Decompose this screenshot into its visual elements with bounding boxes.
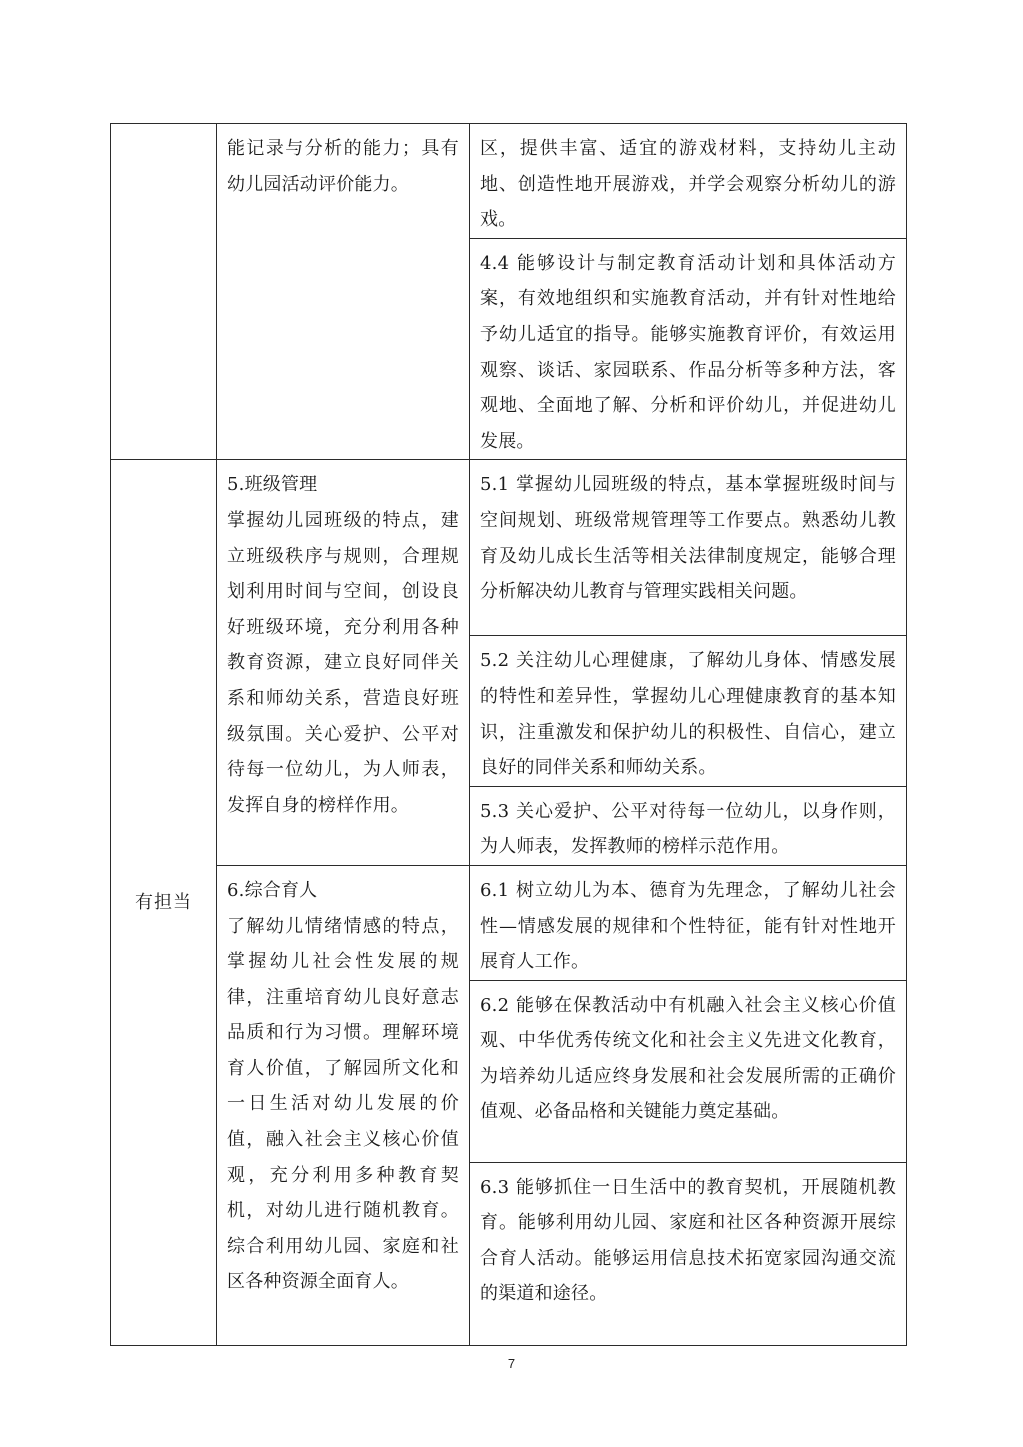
requirement-cell: 5.1 掌握幼儿园班级的特点，基本掌握班级时间与空间规划、班级常规管理等工作要点。熟悉幼儿教育及幼儿成长生活等相关法律制度规定，能够合理分析解决幼儿教育与管理实践相关问题。	[470, 460, 907, 636]
requirement-cell: 6.3 能够抓住一日生活中的教育契机，开展随机教育。能够利用幼儿园、家庭和社区各种资源开展综合育人活动。能够运用信息技术拓宽家园沟通交流的渠道和途径。	[470, 1162, 907, 1345]
requirement-cell: 6.2 能够在保教活动中有机融入社会主义核心价值观、中华优秀传统文化和社会主义先进文化教育，为培养幼儿适应终身发展和社会发展所需的正确价值观、必备品格和关键能力奠定基础。	[470, 980, 907, 1162]
item-body: 能记录与分析的能力；具有幼儿园活动评价能力。	[227, 138, 459, 195]
requirement-cell: 5.2 关注幼儿心理健康，了解幼儿身体、情感发展的特性和差异性，掌握幼儿心理健康教育的基本知识，注重激发和保护幼儿的积极性、自信心，建立良好的同伴关系和师幼关系。	[470, 636, 907, 786]
table-row	[111, 460, 907, 636]
requirement-cell: 区，提供丰富、适宜的游戏材料，支持幼儿主动地、创造性地开展游戏，并学会观察分析幼儿的游戏。	[470, 124, 907, 239]
item-cell	[217, 865, 470, 1345]
standards-table	[110, 123, 907, 1346]
category-cell-empty	[111, 124, 217, 460]
item-body: 了解幼儿情绪情感的特点，掌握幼儿社会性发展的规律，注重培育幼儿良好意志品质和行为习惯。理解环境育人价值，了解园所文化和一日生活对幼儿发展的价值，融入社会主义核心价值观，充分利用多种教育契机，对幼儿进行随机教育。综合利用幼儿园、家庭和社区各种资源全面育人。	[227, 915, 459, 1293]
item-title: 6.综合育人	[227, 879, 318, 901]
requirement-cell: 4.4 能够设计与制定教育活动计划和具体活动方案，有效地组织和实施教育活动，并有针对性地给予幼儿适宜的指导。能够实施教育评价，有效运用观察、谈话、家园联系、作品分析等多种方法，客观地、全面地了解、分析和评价幼儿，并促进幼儿发展。	[470, 238, 907, 460]
page-number: 7	[507, 1356, 516, 1371]
item-cell	[217, 460, 470, 866]
requirement-cell: 6.1 树立幼儿为本、德育为先理念，了解幼儿社会性—情感发展的规律和个性特征，能有针对性地开展育人工作。	[470, 865, 907, 980]
item-body: 掌握幼儿园班级的特点，建立班级秩序与规则，合理规划利用时间与空间，创设良好班级环境，充分利用各种教育资源，建立良好同伴关系和师幼关系，营造良好班级氛围。关心爱护、公平对待每一位幼儿，为人师表，发挥自身的榜样作用。	[227, 509, 459, 816]
item-cell	[217, 124, 470, 460]
table-row	[111, 865, 907, 980]
category-cell: 有担当	[111, 460, 217, 1345]
table-row	[111, 124, 907, 239]
requirement-cell: 5.3 关心爱护、公平对待每一位幼儿，以身作则，为人师表，发挥教师的榜样示范作用。	[470, 786, 907, 865]
item-title: 5.班级管理	[227, 474, 318, 496]
